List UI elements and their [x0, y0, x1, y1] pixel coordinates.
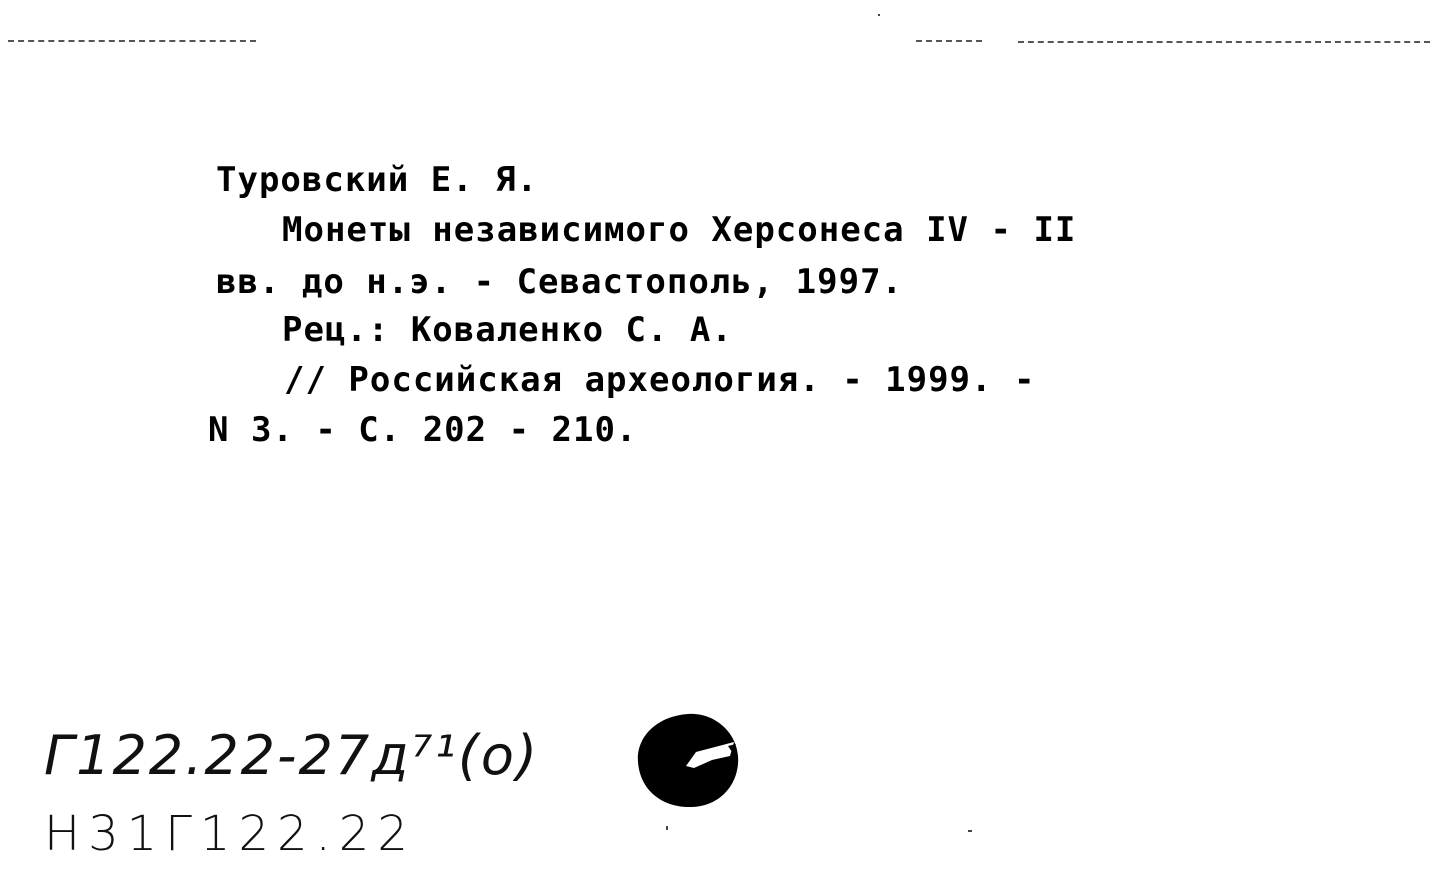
- ink-speck: [878, 14, 880, 16]
- title-line: Монеты независимого Херсонеса IV - II: [282, 210, 1077, 250]
- shelf-code-1: Г122.22-27д⁷¹(о): [44, 724, 540, 787]
- top-rule-right: [1018, 41, 1430, 43]
- top-rule-right-short: [916, 40, 982, 42]
- author-line: Туровский Е. Я.: [216, 160, 539, 200]
- journal-line: // Российская археология. - 1999. -: [284, 360, 1036, 400]
- imprint-line: вв. до н.э. - Севастополь, 1997.: [216, 262, 904, 302]
- ink-speck: [666, 826, 668, 830]
- review-line: Рец.: Коваленко С. А.: [282, 310, 733, 350]
- ink-speck: [968, 830, 972, 832]
- shelf-code-2: Н31Г122.22: [44, 806, 416, 862]
- pages-line: N 3. - С. 202 - 210.: [208, 410, 638, 450]
- ink-stamp-blot: [636, 712, 740, 808]
- bibliographic-entry: [0, 0, 1077, 450]
